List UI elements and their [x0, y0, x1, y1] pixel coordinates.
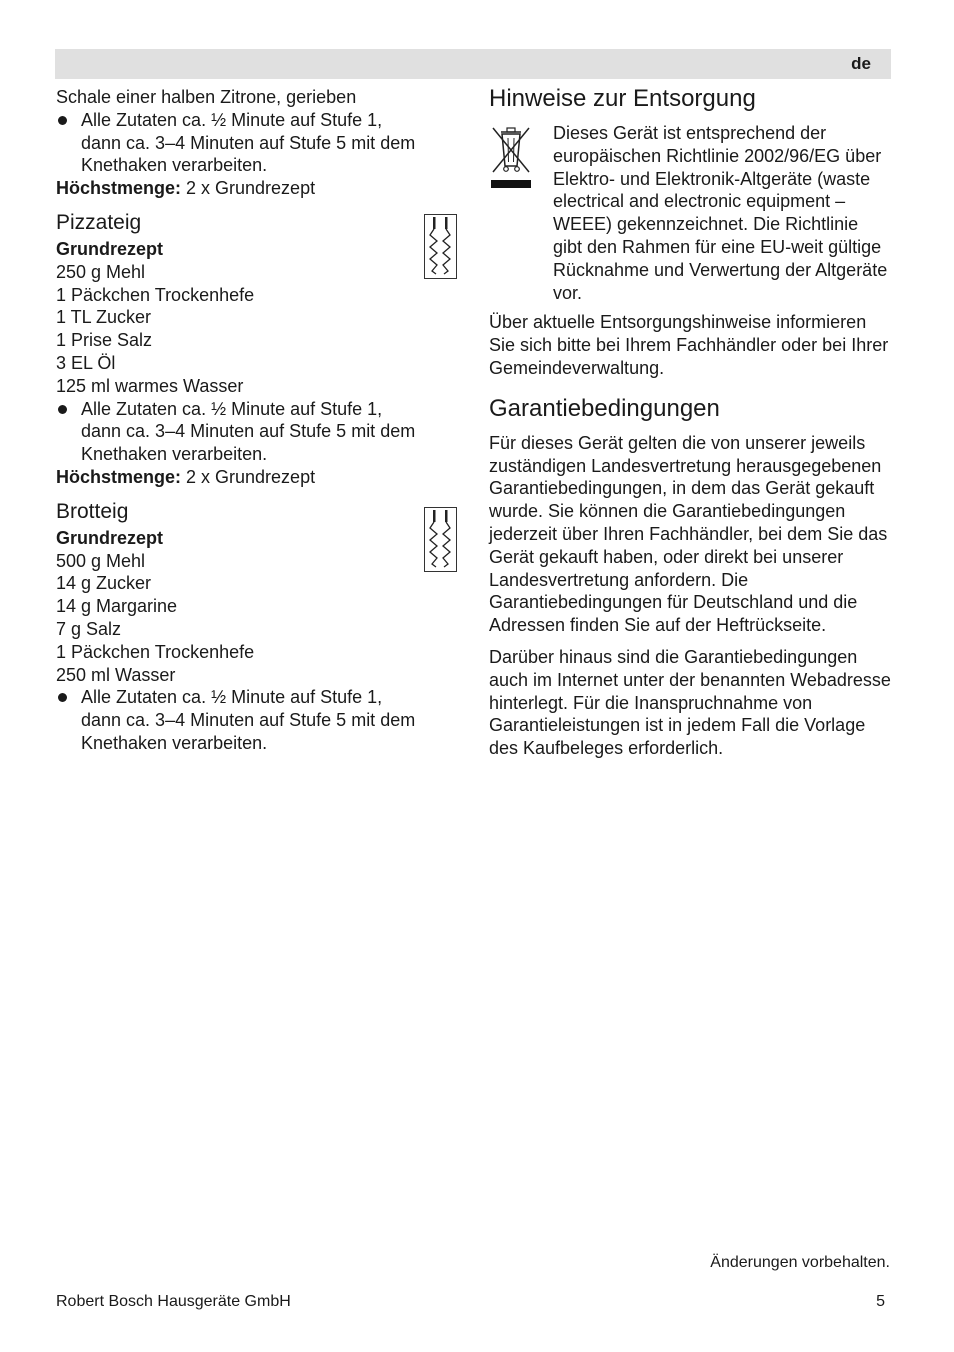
- disposal-title: Hinweise zur Entsorgung: [489, 85, 756, 112]
- left-column: [56, 86, 416, 755]
- right-column: [489, 86, 891, 769]
- ingredient: 1 Päckchen Trockenhefe: [56, 641, 255, 662]
- footer-company: Robert Bosch Hausgeräte GmbH: [56, 1293, 291, 1310]
- bullet-dot-icon: [58, 693, 67, 702]
- ingredient: 250 g Mehl: [56, 261, 146, 282]
- weee-text: Dieses Gerät ist entsprechend der europäischen Richtlinie 2002/96/EG über Elektro- und Elektronik-Altgeräte (waste electrical and electronic equipment – WEEE) gekennzeichnet. Die Richtlinie gibt den Rahmen für eine EU-weit gültige Rücknahme und Verwertung der Altgeräte vor.: [553, 123, 888, 303]
- pizza-title: Pizzateig: [56, 210, 142, 234]
- ingredient: 3 EL Öl: [56, 352, 116, 373]
- max-label: Höchstmenge:: [56, 466, 182, 487]
- brot-bullet: [56, 686, 416, 754]
- intro-bullet-text: Alle Zutaten ca. ½ Minute auf Stufe 1, dann ca. 3–4 Minuten auf Stufe 5 mit dem Knethaken verarbeiten.: [81, 109, 416, 176]
- language-label: de: [851, 54, 871, 73]
- ingredient: 1 TL Zucker: [56, 307, 152, 328]
- warranty-title: Garantiebedingungen: [489, 394, 720, 422]
- ingredient: 1 Päckchen Trockenhefe: [56, 284, 255, 305]
- header-bar: [55, 49, 891, 79]
- ingredient: 125 ml warmes Wasser: [56, 375, 244, 396]
- pizza-max-quantity: [56, 466, 416, 489]
- warranty-para-1: Für dieses Gerät gelten die von unserer jeweils zuständigen Landesvertretung herausgegebenen Garantiebedingungen, in dem das Gerät gekauft wurde. Sie können die Garantiebedingungen jederzeit über Ihren Fachhändler, bei dem Sie das Gerät gekauft haben, oder direkt bei unserer Landesvertretung anfordern. Die Garantiebedingungen für Deutschland und die Adressen finden Sie auf der Heftrückseite.: [489, 432, 888, 636]
- crossed-out-bin-icon: [489, 124, 533, 192]
- intro-max-quantity: [56, 177, 416, 200]
- ingredient: 14 g Zucker: [56, 573, 152, 594]
- intro-bullet: [56, 109, 416, 177]
- warranty-para-2: Darüber hinaus sind die Garantiebedingungen auch im Internet unter der benannten Webadresse hinterlegt. Für die Inanspruchnahme von Garantieleistungen ist in jedem Fall die Vorlage des Kaufbeleges erforderlich.: [489, 646, 891, 759]
- dough-hook-icon: [424, 507, 457, 572]
- weee-notice: [489, 122, 891, 304]
- brot-title: Brotteig: [56, 499, 129, 523]
- ingredient: 7 g Salz: [56, 618, 122, 639]
- bullet-dot-icon: [58, 116, 67, 125]
- ingredient: 14 g Margarine: [56, 596, 178, 617]
- page-number: 5: [876, 1293, 885, 1310]
- ingredient: 1 Prise Salz: [56, 330, 153, 351]
- max-value: 2 x Grundrezept: [181, 466, 316, 487]
- max-label: Höchstmenge:: [56, 178, 182, 199]
- intro-line: Schale einer halben Zitrone, gerieben: [56, 87, 357, 107]
- dough-hook-icon: [424, 214, 457, 279]
- footer-notice: Änderungen vorbehalten.: [710, 1254, 890, 1271]
- pizza-bullet-text: Alle Zutaten ca. ½ Minute auf Stufe 1, dann ca. 3–4 Minuten auf Stufe 5 mit dem Knethaken verarbeiten.: [81, 398, 416, 465]
- ingredient: 250 ml Wasser: [56, 664, 176, 685]
- pizza-bullet: [56, 398, 416, 466]
- max-value: 2 x Grundrezept: [181, 178, 316, 199]
- disposal-info: Über aktuelle Entsorgungshinweise informieren Sie sich bitte bei Ihrem Fachhändler oder bei Ihrer Gemeindeverwaltung.: [489, 312, 889, 378]
- bullet-dot-icon: [58, 405, 67, 414]
- pizza-subtitle: Grundrezept: [56, 238, 164, 259]
- ingredient: 500 g Mehl: [56, 550, 146, 571]
- brot-bullet-text: Alle Zutaten ca. ½ Minute auf Stufe 1, dann ca. 3–4 Minuten auf Stufe 5 mit dem Knethaken verarbeiten.: [81, 687, 416, 753]
- brot-subtitle: Grundrezept: [56, 527, 164, 548]
